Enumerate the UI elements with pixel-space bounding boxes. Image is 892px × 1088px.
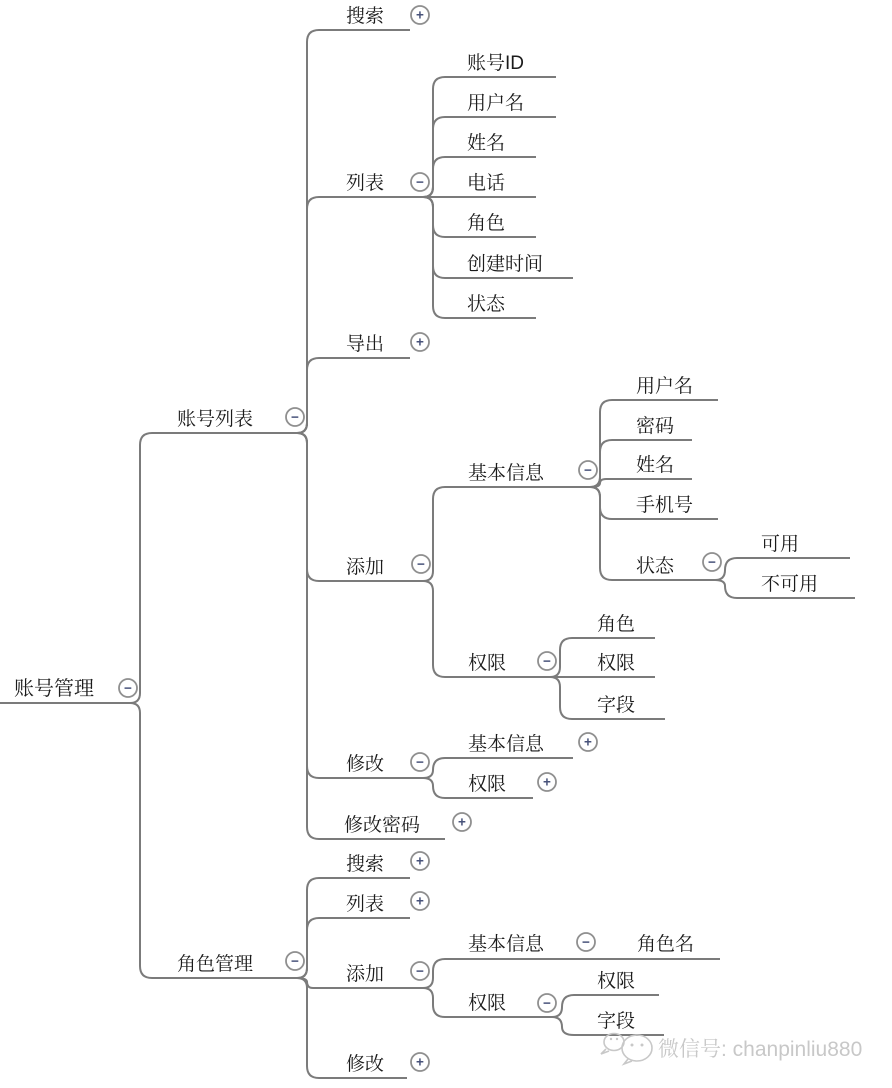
node-labels — [14, 5, 818, 1075]
node-role-management[interactable]: 角色管理 — [177, 954, 254, 975]
node-role-perm-field[interactable]: 字段 — [597, 1011, 636, 1032]
minus-toggle-icon[interactable] — [411, 173, 429, 191]
toggle-sign: − — [708, 554, 716, 570]
toggle-sign: − — [416, 754, 424, 770]
node-modify-basic-info[interactable]: 基本信息 — [468, 734, 545, 755]
toggle-sign: + — [458, 814, 466, 830]
minus-toggle-icon[interactable] — [286, 952, 304, 970]
node-field-name[interactable]: 姓名 — [636, 455, 675, 476]
node-role-list[interactable]: 列表 — [346, 894, 385, 915]
node-account-id[interactable]: 账号ID — [467, 53, 525, 74]
plus-toggle-icon[interactable] — [538, 773, 556, 791]
toggle-sign: − — [416, 174, 424, 190]
wechat-icon — [601, 1034, 652, 1065]
toggle-sign: − — [543, 653, 551, 669]
node-field-password[interactable]: 密码 — [636, 416, 675, 437]
connector-line — [423, 959, 590, 988]
watermark-text: 微信号: chanpinliu880 — [658, 1038, 863, 1061]
toggle-sign: + — [543, 774, 551, 790]
node-toggles — [119, 6, 721, 1071]
toggle-sign: − — [584, 462, 592, 478]
node-status-disabled[interactable]: 不可用 — [761, 574, 819, 595]
node-role-add-basic-info[interactable]: 基本信息 — [468, 934, 545, 955]
node-role-col[interactable]: 角色 — [467, 213, 506, 234]
connector-line — [130, 433, 297, 703]
minus-toggle-icon[interactable] — [119, 679, 137, 697]
plus-toggle-icon[interactable] — [411, 333, 429, 351]
toggle-sign: + — [416, 334, 424, 350]
node-list[interactable]: 列表 — [346, 173, 385, 194]
node-role-name[interactable]: 角色名 — [637, 934, 695, 955]
minus-toggle-icon[interactable] — [411, 962, 429, 980]
toggle-sign: + — [416, 7, 424, 23]
node-role-perm-permission[interactable]: 权限 — [597, 971, 636, 992]
node-field-username[interactable]: 用户名 — [636, 376, 694, 397]
node-export[interactable]: 导出 — [346, 334, 385, 355]
connector-line — [423, 487, 590, 581]
toggle-sign: + — [584, 734, 592, 750]
connector-line — [130, 703, 297, 978]
node-role-add[interactable]: 添加 — [346, 964, 385, 985]
connector-line — [592, 479, 692, 487]
node-field-mobile[interactable]: 手机号 — [636, 495, 694, 516]
toggle-sign: − — [416, 963, 424, 979]
node-add-basic-info[interactable]: 基本信息 — [468, 463, 545, 484]
connector-line — [297, 197, 423, 433]
toggle-sign: + — [416, 893, 424, 909]
plus-toggle-icon[interactable] — [411, 6, 429, 24]
node-create-time-col[interactable]: 创建时间 — [467, 254, 544, 275]
node-search[interactable]: 搜索 — [346, 6, 385, 27]
connector-line — [297, 358, 410, 433]
minus-toggle-icon[interactable] — [577, 933, 595, 951]
node-status-col[interactable]: 状态 — [467, 294, 506, 315]
node-name-col[interactable]: 姓名 — [467, 133, 506, 154]
toggle-sign: − — [124, 680, 132, 696]
node-modify-permissions[interactable]: 权限 — [468, 774, 507, 795]
node-role-add-permissions[interactable]: 权限 — [468, 993, 507, 1014]
minus-toggle-icon[interactable] — [703, 553, 721, 571]
minus-toggle-icon[interactable] — [412, 555, 430, 573]
connector-line — [297, 433, 423, 778]
node-role-modify[interactable]: 修改 — [346, 1054, 385, 1075]
connector-line — [297, 30, 410, 433]
node-field-status[interactable]: 状态 — [636, 556, 675, 577]
minus-toggle-icon[interactable] — [411, 753, 429, 771]
minus-toggle-icon[interactable] — [579, 461, 597, 479]
node-change-password[interactable]: 修改密码 — [344, 815, 421, 836]
minus-toggle-icon[interactable] — [538, 652, 556, 670]
node-role-search[interactable]: 搜索 — [346, 854, 385, 875]
plus-toggle-icon[interactable] — [411, 892, 429, 910]
connector-line — [297, 878, 410, 978]
node-account-list[interactable]: 账号列表 — [177, 409, 254, 430]
node-username-col[interactable]: 用户名 — [467, 93, 525, 114]
watermark — [601, 1034, 862, 1065]
plus-toggle-icon[interactable] — [411, 1053, 429, 1071]
plus-toggle-icon[interactable] — [453, 813, 471, 831]
toggle-sign: − — [582, 934, 590, 950]
node-status-enabled[interactable]: 可用 — [761, 534, 800, 555]
plus-toggle-icon[interactable] — [579, 733, 597, 751]
node-account-management[interactable]: 账号管理 — [14, 678, 94, 700]
minus-toggle-icon[interactable] — [538, 994, 556, 1012]
toggle-sign: − — [291, 953, 299, 969]
toggle-sign: + — [416, 853, 424, 869]
toggle-sign: + — [416, 1054, 424, 1070]
node-add[interactable]: 添加 — [346, 557, 385, 578]
node-perm-field[interactable]: 字段 — [597, 695, 636, 716]
minus-toggle-icon[interactable] — [286, 408, 304, 426]
node-add-permissions[interactable]: 权限 — [468, 653, 507, 674]
toggle-sign: − — [417, 556, 425, 572]
node-perm-role[interactable]: 角色 — [597, 614, 636, 635]
toggle-sign: − — [291, 409, 299, 425]
node-phone-col[interactable]: 电话 — [467, 173, 506, 194]
plus-toggle-icon[interactable] — [411, 852, 429, 870]
node-perm-permission[interactable]: 权限 — [597, 653, 636, 674]
toggle-sign: − — [543, 995, 551, 1011]
node-modify[interactable]: 修改 — [346, 754, 385, 775]
